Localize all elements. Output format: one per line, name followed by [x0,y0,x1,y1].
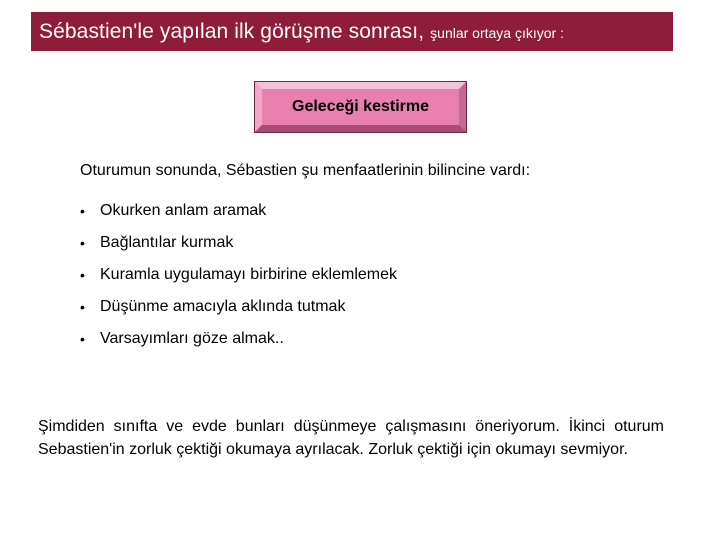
list-item [80,195,397,227]
list-item-text: Bağlantılar kurmak [100,234,234,251]
highlight-box [254,81,467,133]
list-item [80,291,397,323]
list-item-text: Varsayımları göze almak.. [100,330,284,347]
bullet-icon: • [80,267,85,283]
benefit-list [80,195,397,355]
bullet-icon: • [80,235,85,251]
list-item [80,259,397,291]
list-item-text: Düşünme amacıyla aklında tutmak [100,298,346,315]
bullet-icon: • [80,299,85,315]
list-item [80,323,397,355]
bullet-icon: • [80,331,85,347]
slide-title-suffix: şunlar ortaya çıkıyor : [430,24,564,41]
list-item-text: Okurken anlam aramak [100,202,267,219]
slide-title-bar [31,12,673,51]
list-item [80,227,397,259]
bullet-icon: • [80,203,85,219]
slide-title: Sébastien'le yapılan ilk görüşme sonrası, [39,19,425,43]
highlight-box-label: Geleceği kestirme [292,98,429,115]
list-item-text: Kuramla uygulamayı birbirine eklemlemek [100,266,398,283]
intro-text: Oturumun sonunda, Sébastien şu menfaatlerinin bilincine vardı: [80,162,531,179]
closing-paragraph: Şimdiden sınıfta ve evde bunları düşünmeye çalışmasını öneriyorum. İkinci oturum Sebastien'in zorluk çektiği okumaya ayrılacak. Zorluk çektiği için okumayı sevmiyor. [38,418,664,458]
